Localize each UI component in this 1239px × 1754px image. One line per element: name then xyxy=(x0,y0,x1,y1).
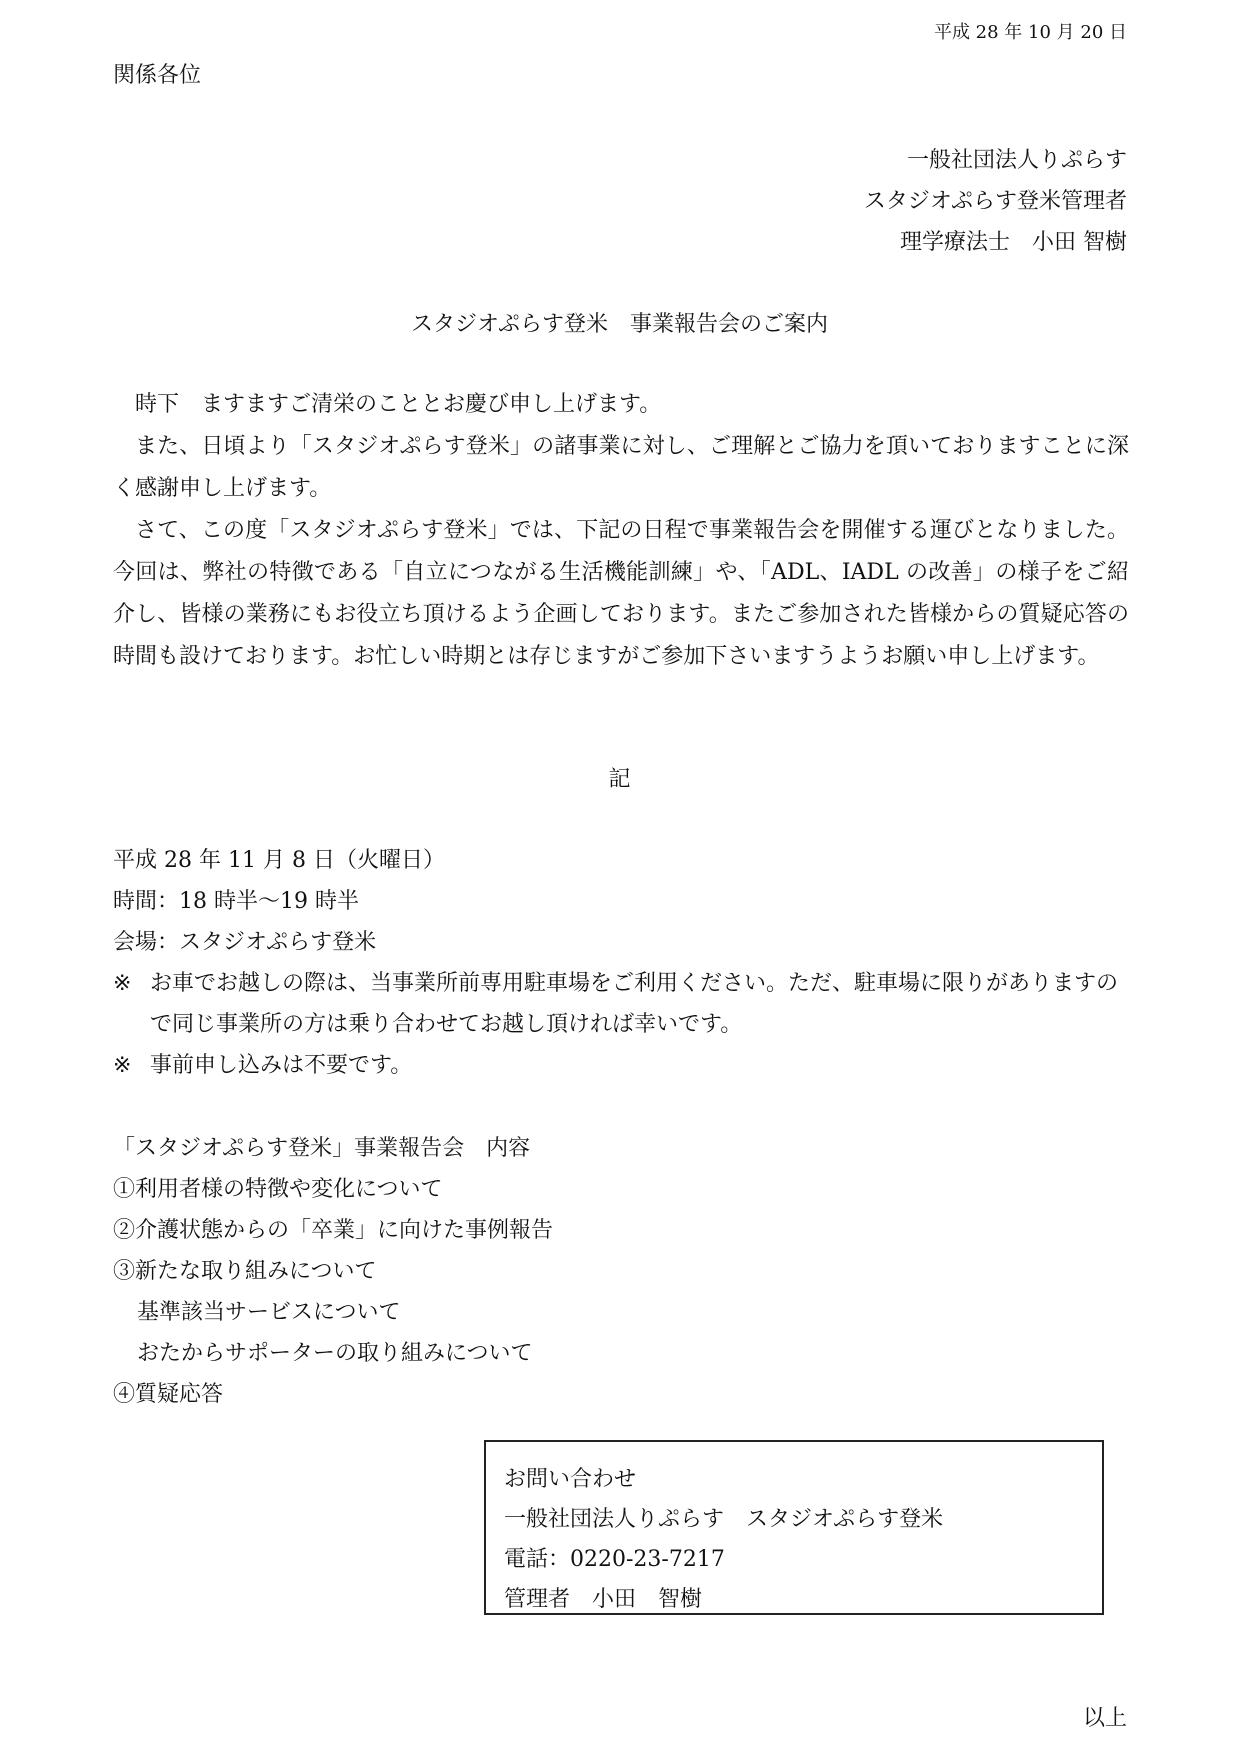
program-item: ③新たな取り組みについて xyxy=(113,1259,377,1284)
note-mark: ※ xyxy=(113,1053,132,1078)
event-date: 平成 28 年 11 月 8 日（火曜日） xyxy=(113,848,445,873)
event-details xyxy=(113,840,1130,1086)
sender-block xyxy=(864,140,1127,263)
thanks-paragraph: また、日頃より「スタジオぷらす登米」の諸事業に対し、ご理解とご協力を頂いておりますことに深く感謝申し上げます。 xyxy=(113,434,1129,501)
program-heading: 「スタジオぷらす登米」事業報告会 内容 xyxy=(113,1136,531,1161)
closing-remark: 以上 xyxy=(1082,1706,1127,1731)
contact-heading: お問い合わせ xyxy=(504,1467,637,1492)
contact-phone: 電話：0220-23-7217 xyxy=(504,1547,725,1572)
sender-organization: 一般社団法人りぷらす xyxy=(906,148,1127,173)
greeting-paragraph: 時下 ますますご清栄のこととお慶び申し上げます。 xyxy=(135,392,662,417)
contact-organization: 一般社団法人りぷらす スタジオぷらす登米 xyxy=(504,1507,944,1532)
program-subitem: 基準該当サービスについて xyxy=(137,1300,401,1325)
event-time: 時間：18 時半〜19 時半 xyxy=(113,889,359,914)
event-venue: 会場：スタジオぷらす登米 xyxy=(113,930,377,955)
parking-note xyxy=(113,963,1130,1045)
program-item: ①利用者様の特徴や変化について xyxy=(113,1177,443,1202)
sender-name: 理学療法士 小田 智樹 xyxy=(900,230,1127,255)
program-subitem: おたからサポーターの取り組みについて xyxy=(137,1341,533,1366)
program-content xyxy=(113,1128,553,1415)
announcement-paragraph: さて、この度「スタジオぷらす登米」では、下記の日程で事業報告会を開催する運びとなりました。今回は、弊社の特徴である「自立につながる生活機能訓練」や、「ADL、IADL の改善」の様子をご紹介し、皆様の業務にもお役立ち頂けるよう企画しております。またご参加された皆様からの質疑応答の時間も設けております。お忙しい時期とは存じますがご参加下さいますうようお願い申し上げます。 xyxy=(113,518,1129,669)
contact-box xyxy=(484,1440,1104,1615)
sender-role: スタジオぷらす登米管理者 xyxy=(863,189,1127,214)
document-date: 平成 28 年 10 月 20 日 xyxy=(933,22,1127,43)
program-item: ④質疑応答 xyxy=(113,1382,224,1407)
registration-note-text: 事前申し込みは不要です。 xyxy=(150,1053,413,1078)
note-mark: ※ xyxy=(113,971,132,996)
program-item: ②介護状態からの「卒業」に向けた事例報告 xyxy=(113,1218,554,1243)
document-title: スタジオぷらす登米 事業報告会のご案内 xyxy=(410,312,829,337)
ki-heading: 記 xyxy=(608,767,631,792)
registration-note xyxy=(113,1045,1130,1086)
body-text xyxy=(113,384,1129,678)
contact-manager: 管理者 小田 智樹 xyxy=(504,1587,703,1612)
addressee: 関係各位 xyxy=(113,63,202,88)
parking-note-text: お車でお越しの際は、当事業所前専用駐車場をご利用ください。ただ、駐車場に限りがありますので同じ事業所の方は乗り合わせてお越し頂ければ幸いです。 xyxy=(150,971,1119,1037)
